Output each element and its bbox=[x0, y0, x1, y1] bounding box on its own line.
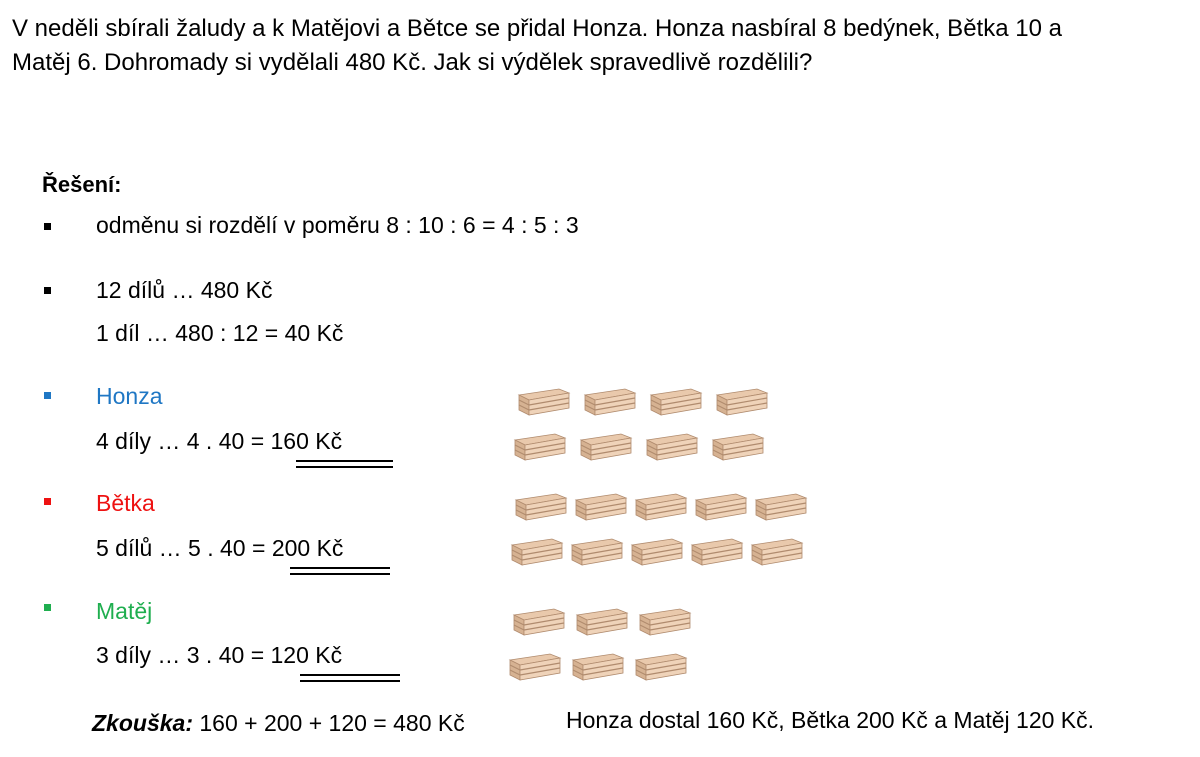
wooden-crate-icon bbox=[577, 430, 633, 462]
check-equation: 160 + 200 + 120 = 480 Kč bbox=[192, 710, 465, 736]
wooden-crate-icon bbox=[511, 430, 567, 462]
final-answer: Honza dostal 160 Kč, Bětka 200 Kč a Matěj 120 Kč. bbox=[566, 707, 1095, 733]
bullet-parts bbox=[44, 287, 51, 294]
solution-heading: Řešení: bbox=[42, 172, 122, 197]
wooden-crate-icon bbox=[643, 430, 699, 462]
person-name-betka: Bětka bbox=[96, 490, 155, 516]
person-name-matej: Matěj bbox=[96, 598, 153, 624]
calc-matej bbox=[96, 642, 342, 669]
wooden-crate-icon bbox=[506, 650, 562, 682]
double-underline-honza bbox=[296, 460, 393, 468]
wooden-crate-icon bbox=[692, 490, 748, 522]
wooden-crate-icon bbox=[752, 490, 808, 522]
wooden-crate-icon bbox=[628, 535, 684, 567]
calc-betka bbox=[96, 535, 343, 562]
wooden-crate-icon bbox=[636, 605, 692, 637]
double-underline-betka bbox=[290, 567, 390, 575]
problem-line-2: Matěj 6. Dohromady si vydělali 480 Kč. Jak si výdělek spravedlivě rozdělili? bbox=[12, 49, 813, 76]
bullet-honza bbox=[44, 392, 51, 399]
calc-text-matej: 3 díly … 3 . 40 = bbox=[96, 642, 271, 668]
bullet-matej bbox=[44, 604, 51, 611]
wooden-crate-icon bbox=[573, 605, 629, 637]
wooden-crate-icon bbox=[508, 535, 564, 567]
wooden-crate-icon bbox=[709, 430, 765, 462]
person-name-honza: Honza bbox=[96, 383, 163, 409]
wooden-crate-icon bbox=[632, 650, 688, 682]
wooden-crate-icon bbox=[568, 535, 624, 567]
calc-text-honza: 4 díly … 4 . 40 = bbox=[96, 428, 271, 454]
result-matej: 120 Kč bbox=[270, 642, 343, 668]
bullet-betka bbox=[44, 498, 51, 505]
double-underline-matej bbox=[300, 674, 400, 682]
ratio-line: odměnu si rozdělí v poměru 8 : 10 : 6 = 4 : 5 : 3 bbox=[96, 212, 579, 238]
one-part-line: 1 díl … 480 : 12 = 40 Kč bbox=[96, 320, 344, 346]
check-label: Zkouška: bbox=[92, 710, 193, 736]
wooden-crate-icon bbox=[510, 605, 566, 637]
check-line bbox=[92, 710, 465, 737]
wooden-crate-icon bbox=[581, 385, 637, 417]
wooden-crate-icon bbox=[748, 535, 804, 567]
wooden-crate-icon bbox=[713, 385, 769, 417]
result-honza: 160 Kč bbox=[270, 428, 343, 454]
wooden-crate-icon bbox=[647, 385, 703, 417]
wooden-crate-icon bbox=[572, 490, 628, 522]
problem-line-1: V neděli sbírali žaludy a k Matějovi a Bětce se přidal Honza. Honza nasbíral 8 bedýnek, Bětka 10 a bbox=[12, 15, 1062, 42]
wooden-crate-icon bbox=[515, 385, 571, 417]
calc-text-betka: 5 dílů … 5 . 40 = bbox=[96, 535, 272, 561]
bullet-ratio bbox=[44, 223, 51, 230]
calc-honza bbox=[96, 428, 342, 455]
result-betka: 200 Kč bbox=[271, 535, 344, 561]
wooden-crate-icon bbox=[569, 650, 625, 682]
wooden-crate-icon bbox=[632, 490, 688, 522]
parts-total-line: 12 dílů … 480 Kč bbox=[96, 277, 273, 303]
problem-statement bbox=[12, 12, 1197, 80]
wooden-crate-icon bbox=[688, 535, 744, 567]
wooden-crate-icon bbox=[512, 490, 568, 522]
